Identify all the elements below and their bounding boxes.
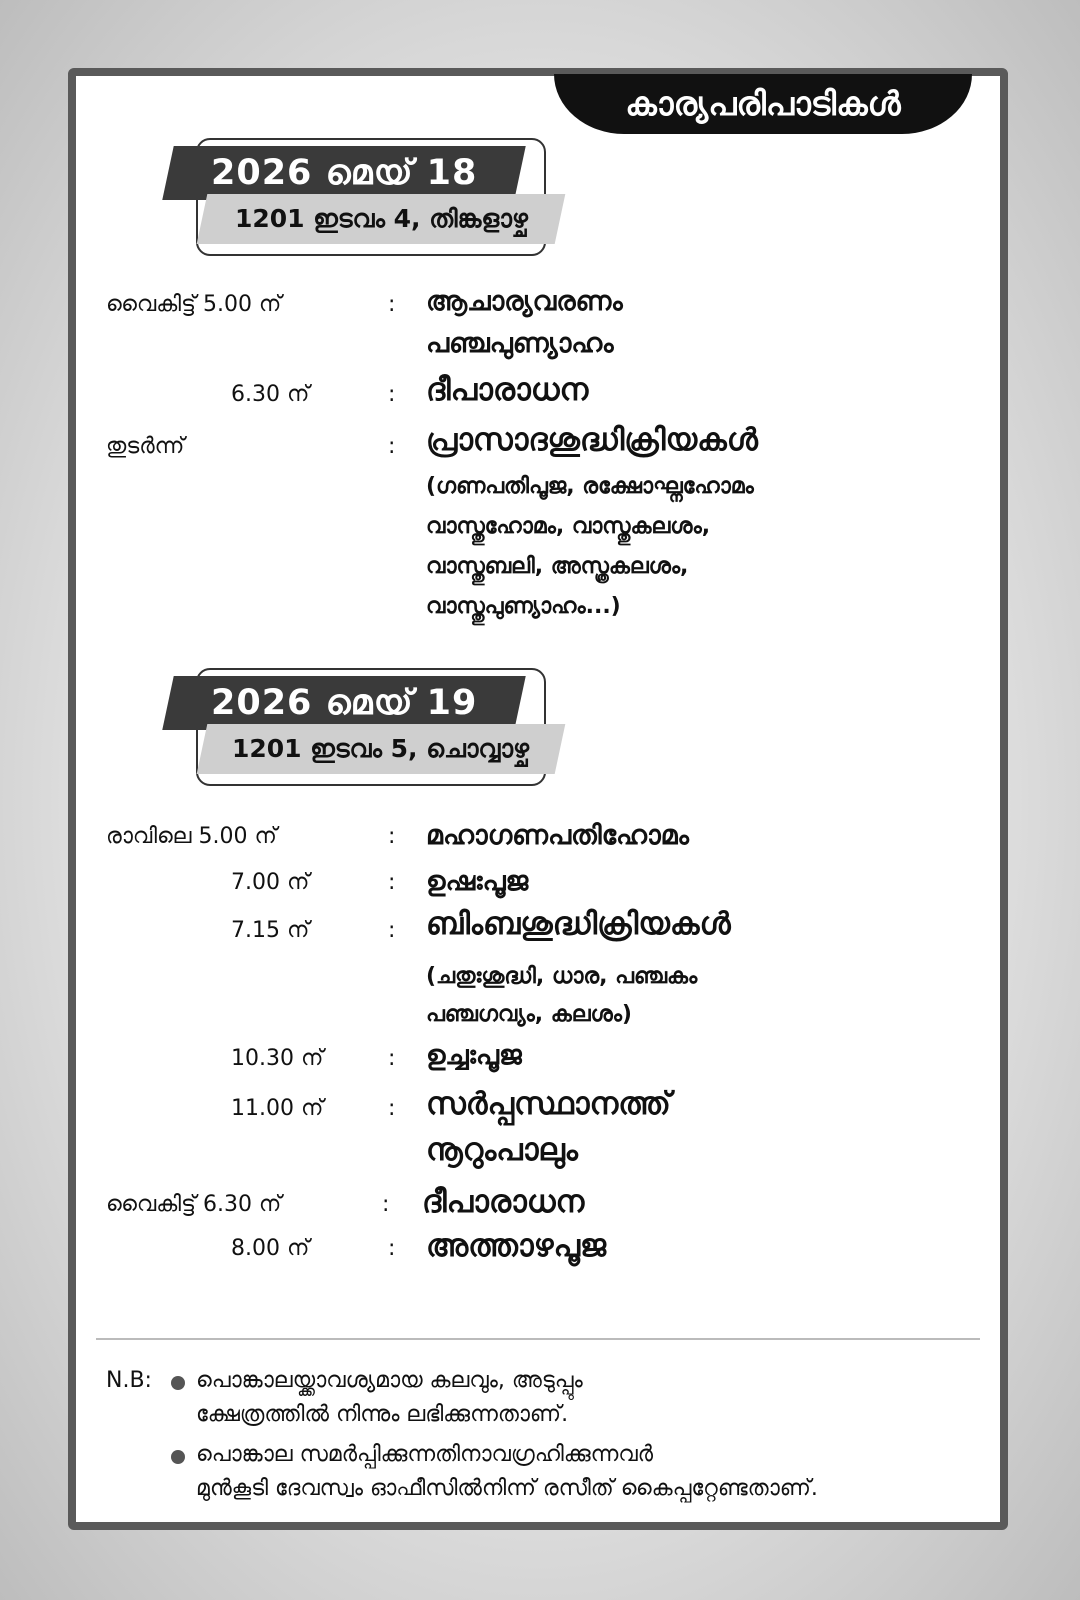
schedule-event: ബിംബശുദ്ധിക്രിയകൾ (426, 906, 731, 942)
schedule-separator: : (388, 434, 396, 459)
schedule-event: മഹാഗണപതിഹോമം (426, 820, 689, 851)
day1-date: 2026 മെയ് 18 (210, 153, 478, 193)
schedule-time: രാവിലെ 5.00 ന് (106, 824, 277, 849)
schedule-event: സർപ്പസ്ഥാനത്ത് (426, 1086, 671, 1122)
schedule-time: തുടർന്ന് (106, 434, 185, 459)
note-line: പൊങ്കാലയ്ക്കാവശ്യമായ കലവും, അടുപ്പും (196, 1368, 583, 1393)
day1-subdate: 1201 ഇടവം 4, തിങ്കളാഴ്ച (234, 204, 528, 233)
day2-date: 2026 മെയ് 19 (210, 683, 478, 723)
schedule-time: 7.15 ന് (231, 918, 310, 943)
schedule-time: 6.30 ന് (231, 382, 310, 407)
schedule-event: പ്രാസാദശുദ്ധിക്രിയകൾ (426, 422, 758, 458)
schedule-event: പഞ്ചപുണ്യാഹം (426, 328, 614, 359)
schedule-event: ഉച്ചഃപൂജ (426, 1040, 522, 1071)
schedule-detail: വാസ്തുബലി, അസ്ത്രകലശം, (426, 554, 689, 579)
schedule-time: 7.00 ന് (231, 870, 310, 895)
date-badge-main (162, 146, 525, 200)
notes-label: N.B: (106, 1368, 152, 1393)
schedule-separator: : (388, 1046, 396, 1071)
schedule-time: വൈകിട്ട് 5.00 ന് (106, 292, 282, 317)
bullet-icon (171, 1450, 185, 1464)
schedule-event: നൂറുംപാലും (426, 1132, 578, 1168)
schedule-event: ഉഷഃപൂജ (426, 866, 529, 897)
schedule-separator: : (388, 1096, 396, 1121)
schedule-event: അത്താഴപൂജ (426, 1228, 607, 1264)
schedule-detail: വാസ്തുപുണ്യാഹം...) (426, 594, 621, 619)
section-divider (96, 1338, 980, 1340)
day2-subdate: 1201 ഇടവം 5, ചൊവ്വാഴ്ച (232, 734, 530, 763)
note-line: പൊങ്കാല സമർപ്പിക്കുന്നതിനാവഗ്രഹിക്കുന്നവർ (196, 1442, 654, 1467)
schedule-detail: വാസ്തുഹോമം, വാസ്തുകലശം, (426, 514, 711, 539)
date-badge-main (162, 676, 525, 730)
date-badge-sub (197, 194, 566, 244)
schedule-event: ദീപാരാധന (426, 372, 589, 408)
note-line: ക്ഷേത്രത്തിൽ നിന്നും ലഭിക്കുന്നതാണ്. (196, 1402, 569, 1427)
schedule-separator: : (388, 824, 396, 849)
schedule-separator: : (388, 292, 396, 317)
day2-date-badge (168, 666, 588, 796)
bullet-icon (171, 1376, 185, 1390)
schedule-time: 11.00 ന് (231, 1096, 324, 1121)
day1-date-badge (168, 136, 588, 266)
program-title: കാര്യപരിപാടികൾ (554, 74, 972, 134)
schedule-time: വൈകിട്ട് 6.30 ന് (106, 1192, 282, 1217)
schedule-detail: (ഗണപതിപൂജ, രക്ഷോഘ്നഹോമം (426, 474, 754, 499)
schedule-time: 10.30 ന് (231, 1046, 324, 1071)
schedule-separator: : (382, 1192, 390, 1217)
schedule-separator: : (388, 1236, 396, 1261)
schedule-event: ദീപാരാധന (422, 1184, 585, 1220)
schedule-time: 8.00 ന് (231, 1236, 310, 1261)
date-badge-sub (197, 724, 566, 774)
schedule-separator: : (388, 870, 396, 895)
note-line: മുൻകൂടി ദേവസ്വം ഓഫീസിൽനിന്ന് രസീത് കൈപ്പറ്റേണ്ടതാണ്. (196, 1476, 818, 1501)
schedule-separator: : (388, 918, 396, 943)
schedule-event: ആചാര്യവരണം (426, 286, 623, 317)
schedule-separator: : (388, 382, 396, 407)
schedule-detail: (ചതുഃശുദ്ധി, ധാര, പഞ്ചകം (426, 964, 698, 989)
program-card (68, 68, 1008, 1530)
schedule-detail: പഞ്ചഗവ്യം, കലശം) (426, 1002, 632, 1027)
